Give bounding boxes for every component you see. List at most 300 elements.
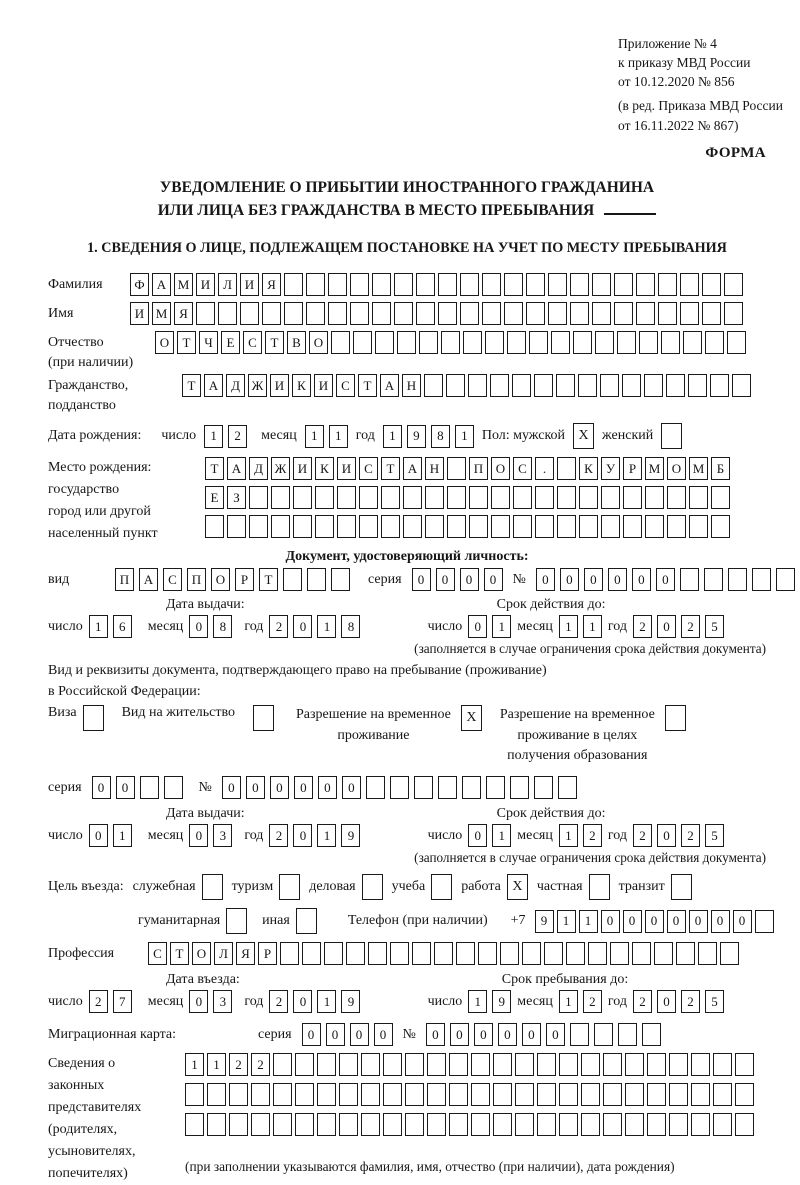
char-box[interactable] bbox=[548, 302, 567, 325]
char-box[interactable] bbox=[471, 1083, 490, 1106]
char-box[interactable] bbox=[337, 515, 356, 538]
char-box[interactable] bbox=[427, 1053, 446, 1076]
char-box[interactable] bbox=[669, 1053, 688, 1076]
char-box[interactable] bbox=[490, 374, 509, 397]
char-box[interactable]: 0 bbox=[460, 568, 479, 591]
char-box[interactable] bbox=[581, 1083, 600, 1106]
char-box[interactable]: А bbox=[380, 374, 399, 397]
char-box[interactable] bbox=[658, 273, 677, 296]
char-box[interactable] bbox=[438, 273, 457, 296]
char-box[interactable]: 1 bbox=[583, 615, 602, 638]
char-box[interactable]: Р bbox=[623, 457, 642, 480]
char-box[interactable] bbox=[735, 1083, 754, 1106]
char-box[interactable] bbox=[513, 515, 532, 538]
char-box[interactable]: К bbox=[579, 457, 598, 480]
char-box[interactable] bbox=[680, 273, 699, 296]
char-box[interactable] bbox=[683, 331, 702, 354]
char-box[interactable]: 0 bbox=[374, 1023, 393, 1046]
char-box[interactable] bbox=[280, 942, 299, 965]
char-box[interactable]: Т bbox=[265, 331, 284, 354]
rvp-checkbox[interactable]: X bbox=[461, 705, 482, 731]
char-box[interactable]: З bbox=[227, 486, 246, 509]
char-box[interactable] bbox=[229, 1113, 248, 1136]
char-box[interactable]: 9 bbox=[535, 910, 554, 933]
char-box[interactable] bbox=[403, 486, 422, 509]
char-box[interactable] bbox=[688, 374, 707, 397]
char-box[interactable] bbox=[776, 568, 795, 591]
char-box[interactable] bbox=[570, 302, 589, 325]
char-box[interactable]: 1 bbox=[455, 425, 474, 448]
char-box[interactable] bbox=[229, 1083, 248, 1106]
char-box[interactable]: С bbox=[513, 457, 532, 480]
char-box[interactable] bbox=[720, 942, 739, 965]
char-box[interactable]: 5 bbox=[705, 990, 724, 1013]
char-box[interactable] bbox=[534, 374, 553, 397]
char-box[interactable]: 1 bbox=[329, 425, 348, 448]
char-box[interactable] bbox=[603, 1053, 622, 1076]
char-box[interactable] bbox=[196, 302, 215, 325]
char-box[interactable] bbox=[449, 1053, 468, 1076]
char-box[interactable]: 0 bbox=[318, 776, 337, 799]
rvp-education-checkbox[interactable] bbox=[665, 705, 686, 731]
char-box[interactable]: 8 bbox=[213, 615, 232, 638]
char-box[interactable]: М bbox=[689, 457, 708, 480]
char-box[interactable] bbox=[588, 942, 607, 965]
char-box[interactable]: Д bbox=[226, 374, 245, 397]
char-box[interactable] bbox=[295, 1083, 314, 1106]
char-box[interactable]: Н bbox=[425, 457, 444, 480]
char-box[interactable] bbox=[614, 302, 633, 325]
char-box[interactable]: 0 bbox=[293, 990, 312, 1013]
char-box[interactable] bbox=[515, 1053, 534, 1076]
char-box[interactable] bbox=[625, 1053, 644, 1076]
char-box[interactable]: О bbox=[309, 331, 328, 354]
char-box[interactable]: 9 bbox=[341, 824, 360, 847]
char-box[interactable]: Л bbox=[214, 942, 233, 965]
char-box[interactable] bbox=[551, 331, 570, 354]
char-box[interactable] bbox=[427, 1113, 446, 1136]
char-box[interactable] bbox=[394, 273, 413, 296]
char-box[interactable]: 8 bbox=[431, 425, 450, 448]
char-box[interactable]: Т bbox=[182, 374, 201, 397]
char-box[interactable]: Е bbox=[205, 486, 224, 509]
char-box[interactable] bbox=[522, 942, 541, 965]
char-box[interactable] bbox=[724, 302, 743, 325]
char-box[interactable]: И bbox=[130, 302, 149, 325]
char-box[interactable]: 0 bbox=[584, 568, 603, 591]
char-box[interactable] bbox=[359, 515, 378, 538]
char-box[interactable]: 0 bbox=[222, 776, 241, 799]
visa-checkbox[interactable] bbox=[83, 705, 104, 731]
char-box[interactable] bbox=[594, 1023, 613, 1046]
char-box[interactable] bbox=[317, 1083, 336, 1106]
char-box[interactable]: 0 bbox=[412, 568, 431, 591]
char-box[interactable] bbox=[412, 942, 431, 965]
char-box[interactable]: 0 bbox=[189, 990, 208, 1013]
char-box[interactable] bbox=[447, 515, 466, 538]
char-box[interactable] bbox=[262, 302, 281, 325]
char-box[interactable]: Ф bbox=[130, 273, 149, 296]
char-box[interactable]: К bbox=[292, 374, 311, 397]
char-box[interactable]: 6 bbox=[113, 615, 132, 638]
char-box[interactable] bbox=[515, 1083, 534, 1106]
char-box[interactable]: Т bbox=[170, 942, 189, 965]
char-box[interactable] bbox=[636, 302, 655, 325]
char-box[interactable]: 0 bbox=[733, 910, 752, 933]
char-box[interactable]: 0 bbox=[189, 615, 208, 638]
char-box[interactable] bbox=[661, 331, 680, 354]
char-box[interactable] bbox=[529, 331, 548, 354]
char-box[interactable] bbox=[644, 374, 663, 397]
char-box[interactable] bbox=[295, 1113, 314, 1136]
char-box[interactable]: 0 bbox=[601, 910, 620, 933]
char-box[interactable]: О bbox=[491, 457, 510, 480]
char-box[interactable] bbox=[469, 486, 488, 509]
char-box[interactable]: В bbox=[287, 331, 306, 354]
char-box[interactable] bbox=[438, 776, 457, 799]
purpose-other-checkbox[interactable] bbox=[296, 908, 317, 934]
char-box[interactable] bbox=[579, 486, 598, 509]
char-box[interactable] bbox=[485, 331, 504, 354]
char-box[interactable] bbox=[372, 273, 391, 296]
char-box[interactable]: 0 bbox=[657, 615, 676, 638]
char-box[interactable]: 0 bbox=[189, 824, 208, 847]
char-box[interactable] bbox=[482, 273, 501, 296]
char-box[interactable] bbox=[676, 942, 695, 965]
char-box[interactable] bbox=[559, 1083, 578, 1106]
char-box[interactable]: П bbox=[187, 568, 206, 591]
char-box[interactable] bbox=[705, 331, 724, 354]
char-box[interactable] bbox=[468, 374, 487, 397]
char-box[interactable]: 9 bbox=[407, 425, 426, 448]
char-box[interactable] bbox=[284, 302, 303, 325]
char-box[interactable] bbox=[449, 1083, 468, 1106]
char-box[interactable]: 0 bbox=[92, 776, 111, 799]
char-box[interactable] bbox=[140, 776, 159, 799]
char-box[interactable]: 1 bbox=[317, 615, 336, 638]
char-box[interactable] bbox=[534, 776, 553, 799]
char-box[interactable]: О bbox=[192, 942, 211, 965]
char-box[interactable] bbox=[403, 515, 422, 538]
char-box[interactable]: 1 bbox=[305, 425, 324, 448]
char-box[interactable] bbox=[293, 515, 312, 538]
char-box[interactable] bbox=[610, 942, 629, 965]
char-box[interactable] bbox=[504, 273, 523, 296]
char-box[interactable] bbox=[339, 1053, 358, 1076]
char-box[interactable] bbox=[645, 486, 664, 509]
char-box[interactable]: 1 bbox=[559, 615, 578, 638]
char-box[interactable] bbox=[331, 331, 350, 354]
char-box[interactable] bbox=[353, 331, 372, 354]
char-box[interactable] bbox=[493, 1053, 512, 1076]
char-box[interactable] bbox=[732, 374, 751, 397]
char-box[interactable]: И bbox=[270, 374, 289, 397]
char-box[interactable]: 1 bbox=[204, 425, 223, 448]
char-box[interactable] bbox=[405, 1113, 424, 1136]
char-box[interactable] bbox=[251, 1083, 270, 1106]
char-box[interactable]: 0 bbox=[426, 1023, 445, 1046]
char-box[interactable]: А bbox=[204, 374, 223, 397]
char-box[interactable]: 0 bbox=[623, 910, 642, 933]
char-box[interactable] bbox=[515, 1113, 534, 1136]
char-box[interactable] bbox=[381, 486, 400, 509]
char-box[interactable] bbox=[397, 331, 416, 354]
char-box[interactable] bbox=[735, 1053, 754, 1076]
char-box[interactable] bbox=[666, 374, 685, 397]
char-box[interactable]: Б bbox=[711, 457, 730, 480]
char-box[interactable] bbox=[471, 1113, 490, 1136]
char-box[interactable] bbox=[295, 1053, 314, 1076]
char-box[interactable] bbox=[394, 302, 413, 325]
char-box[interactable] bbox=[658, 302, 677, 325]
char-box[interactable] bbox=[447, 486, 466, 509]
char-box[interactable]: О bbox=[667, 457, 686, 480]
char-box[interactable] bbox=[425, 486, 444, 509]
char-box[interactable]: 2 bbox=[89, 990, 108, 1013]
sex-female-checkbox[interactable] bbox=[661, 423, 682, 449]
char-box[interactable]: 3 bbox=[213, 990, 232, 1013]
char-box[interactable]: 0 bbox=[689, 910, 708, 933]
char-box[interactable] bbox=[669, 1083, 688, 1106]
char-box[interactable] bbox=[735, 1113, 754, 1136]
char-box[interactable]: А bbox=[152, 273, 171, 296]
char-box[interactable] bbox=[185, 1083, 204, 1106]
char-box[interactable] bbox=[595, 331, 614, 354]
char-box[interactable]: 1 bbox=[492, 824, 511, 847]
char-box[interactable]: Р bbox=[258, 942, 277, 965]
char-box[interactable]: 0 bbox=[474, 1023, 493, 1046]
char-box[interactable] bbox=[713, 1083, 732, 1106]
char-box[interactable]: 1 bbox=[468, 990, 487, 1013]
char-box[interactable] bbox=[337, 486, 356, 509]
purpose-transit-checkbox[interactable] bbox=[671, 874, 692, 900]
char-box[interactable]: 0 bbox=[302, 1023, 321, 1046]
char-box[interactable]: Р bbox=[235, 568, 254, 591]
char-box[interactable] bbox=[526, 273, 545, 296]
char-box[interactable]: 0 bbox=[484, 568, 503, 591]
char-box[interactable] bbox=[317, 1113, 336, 1136]
char-box[interactable] bbox=[361, 1053, 380, 1076]
char-box[interactable] bbox=[273, 1053, 292, 1076]
char-box[interactable]: Ж bbox=[248, 374, 267, 397]
char-box[interactable]: И bbox=[337, 457, 356, 480]
char-box[interactable] bbox=[544, 942, 563, 965]
char-box[interactable] bbox=[284, 273, 303, 296]
char-box[interactable]: О bbox=[155, 331, 174, 354]
char-box[interactable] bbox=[548, 273, 567, 296]
char-box[interactable] bbox=[185, 1113, 204, 1136]
char-box[interactable]: 8 bbox=[341, 615, 360, 638]
char-box[interactable]: 0 bbox=[632, 568, 651, 591]
char-box[interactable]: С bbox=[163, 568, 182, 591]
char-box[interactable] bbox=[339, 1083, 358, 1106]
char-box[interactable] bbox=[691, 1053, 710, 1076]
char-box[interactable]: 0 bbox=[711, 910, 730, 933]
char-box[interactable]: 2 bbox=[681, 824, 700, 847]
char-box[interactable] bbox=[416, 302, 435, 325]
char-box[interactable]: 5 bbox=[705, 824, 724, 847]
char-box[interactable] bbox=[324, 942, 343, 965]
char-box[interactable] bbox=[283, 568, 302, 591]
char-box[interactable] bbox=[526, 302, 545, 325]
char-box[interactable] bbox=[556, 374, 575, 397]
char-box[interactable]: 2 bbox=[633, 615, 652, 638]
char-box[interactable]: 0 bbox=[342, 776, 361, 799]
char-box[interactable] bbox=[446, 374, 465, 397]
char-box[interactable] bbox=[493, 1113, 512, 1136]
char-box[interactable]: 1 bbox=[579, 910, 598, 933]
char-box[interactable]: М bbox=[174, 273, 193, 296]
char-box[interactable] bbox=[601, 486, 620, 509]
char-box[interactable]: С bbox=[243, 331, 262, 354]
char-box[interactable] bbox=[755, 910, 774, 933]
char-box[interactable] bbox=[460, 302, 479, 325]
char-box[interactable] bbox=[557, 486, 576, 509]
char-box[interactable]: 2 bbox=[269, 615, 288, 638]
char-box[interactable] bbox=[636, 273, 655, 296]
char-box[interactable] bbox=[573, 331, 592, 354]
char-box[interactable] bbox=[361, 1083, 380, 1106]
char-box[interactable]: 1 bbox=[559, 990, 578, 1013]
char-box[interactable] bbox=[273, 1113, 292, 1136]
char-box[interactable] bbox=[578, 374, 597, 397]
char-box[interactable] bbox=[482, 302, 501, 325]
char-box[interactable]: Д bbox=[249, 457, 268, 480]
char-box[interactable] bbox=[491, 515, 510, 538]
char-box[interactable] bbox=[441, 331, 460, 354]
char-box[interactable]: 9 bbox=[492, 990, 511, 1013]
char-box[interactable] bbox=[689, 486, 708, 509]
char-box[interactable] bbox=[486, 776, 505, 799]
char-box[interactable]: 0 bbox=[326, 1023, 345, 1046]
char-box[interactable]: А bbox=[227, 457, 246, 480]
char-box[interactable] bbox=[592, 273, 611, 296]
char-box[interactable]: Т bbox=[177, 331, 196, 354]
char-box[interactable] bbox=[618, 1023, 637, 1046]
char-box[interactable]: 0 bbox=[656, 568, 675, 591]
char-box[interactable]: 1 bbox=[317, 824, 336, 847]
char-box[interactable] bbox=[315, 486, 334, 509]
char-box[interactable]: Я bbox=[236, 942, 255, 965]
char-box[interactable]: 0 bbox=[450, 1023, 469, 1046]
char-box[interactable] bbox=[623, 486, 642, 509]
char-box[interactable] bbox=[460, 273, 479, 296]
char-box[interactable] bbox=[306, 273, 325, 296]
char-box[interactable] bbox=[350, 302, 369, 325]
char-box[interactable]: 1 bbox=[185, 1053, 204, 1076]
char-box[interactable] bbox=[346, 942, 365, 965]
char-box[interactable]: . bbox=[535, 457, 554, 480]
char-box[interactable]: 0 bbox=[468, 824, 487, 847]
char-box[interactable]: И bbox=[293, 457, 312, 480]
char-box[interactable]: А bbox=[403, 457, 422, 480]
char-box[interactable]: Ж bbox=[271, 457, 290, 480]
char-box[interactable]: 5 bbox=[705, 615, 724, 638]
char-box[interactable] bbox=[227, 515, 246, 538]
char-box[interactable]: Т bbox=[381, 457, 400, 480]
char-box[interactable]: 2 bbox=[681, 990, 700, 1013]
char-box[interactable]: М bbox=[152, 302, 171, 325]
char-box[interactable] bbox=[471, 1053, 490, 1076]
char-box[interactable]: О bbox=[211, 568, 230, 591]
char-box[interactable]: Е bbox=[221, 331, 240, 354]
char-box[interactable]: С bbox=[359, 457, 378, 480]
char-box[interactable]: И bbox=[240, 273, 259, 296]
char-box[interactable] bbox=[328, 302, 347, 325]
char-box[interactable]: Я bbox=[174, 302, 193, 325]
char-box[interactable] bbox=[491, 486, 510, 509]
char-box[interactable] bbox=[405, 1053, 424, 1076]
char-box[interactable]: 7 bbox=[113, 990, 132, 1013]
char-box[interactable] bbox=[512, 374, 531, 397]
char-box[interactable] bbox=[390, 776, 409, 799]
char-box[interactable] bbox=[691, 1113, 710, 1136]
char-box[interactable] bbox=[383, 1083, 402, 1106]
char-box[interactable] bbox=[557, 515, 576, 538]
char-box[interactable]: Н bbox=[402, 374, 421, 397]
char-box[interactable]: 0 bbox=[436, 568, 455, 591]
char-box[interactable]: Т bbox=[205, 457, 224, 480]
char-box[interactable] bbox=[368, 942, 387, 965]
char-box[interactable] bbox=[306, 302, 325, 325]
char-box[interactable] bbox=[535, 486, 554, 509]
char-box[interactable] bbox=[614, 273, 633, 296]
char-box[interactable] bbox=[557, 457, 576, 480]
char-box[interactable] bbox=[249, 515, 268, 538]
char-box[interactable] bbox=[383, 1053, 402, 1076]
char-box[interactable] bbox=[462, 776, 481, 799]
char-box[interactable] bbox=[438, 302, 457, 325]
char-box[interactable] bbox=[647, 1053, 666, 1076]
char-box[interactable] bbox=[478, 942, 497, 965]
char-box[interactable] bbox=[375, 331, 394, 354]
char-box[interactable] bbox=[390, 942, 409, 965]
char-box[interactable]: 0 bbox=[468, 615, 487, 638]
char-box[interactable] bbox=[425, 515, 444, 538]
char-box[interactable] bbox=[603, 1083, 622, 1106]
char-box[interactable]: 2 bbox=[633, 990, 652, 1013]
char-box[interactable]: С bbox=[148, 942, 167, 965]
char-box[interactable]: 2 bbox=[583, 824, 602, 847]
char-box[interactable] bbox=[632, 942, 651, 965]
char-box[interactable]: 1 bbox=[492, 615, 511, 638]
char-box[interactable] bbox=[691, 1083, 710, 1106]
purpose-business-checkbox[interactable] bbox=[202, 874, 223, 900]
char-box[interactable]: Т bbox=[259, 568, 278, 591]
char-box[interactable] bbox=[447, 457, 466, 480]
char-box[interactable] bbox=[558, 776, 577, 799]
char-box[interactable] bbox=[302, 942, 321, 965]
char-box[interactable] bbox=[307, 568, 326, 591]
char-box[interactable]: 0 bbox=[116, 776, 135, 799]
purpose-humanitarian-checkbox[interactable] bbox=[226, 908, 247, 934]
char-box[interactable]: Л bbox=[218, 273, 237, 296]
char-box[interactable] bbox=[372, 302, 391, 325]
char-box[interactable]: И bbox=[314, 374, 333, 397]
char-box[interactable] bbox=[713, 1053, 732, 1076]
char-box[interactable] bbox=[328, 273, 347, 296]
char-box[interactable] bbox=[463, 331, 482, 354]
char-box[interactable]: М bbox=[645, 457, 664, 480]
char-box[interactable]: 0 bbox=[293, 824, 312, 847]
char-box[interactable] bbox=[416, 273, 435, 296]
char-box[interactable]: 0 bbox=[645, 910, 664, 933]
char-box[interactable]: 2 bbox=[269, 824, 288, 847]
char-box[interactable] bbox=[315, 515, 334, 538]
char-box[interactable] bbox=[419, 331, 438, 354]
char-box[interactable]: 0 bbox=[294, 776, 313, 799]
char-box[interactable]: 9 bbox=[341, 990, 360, 1013]
